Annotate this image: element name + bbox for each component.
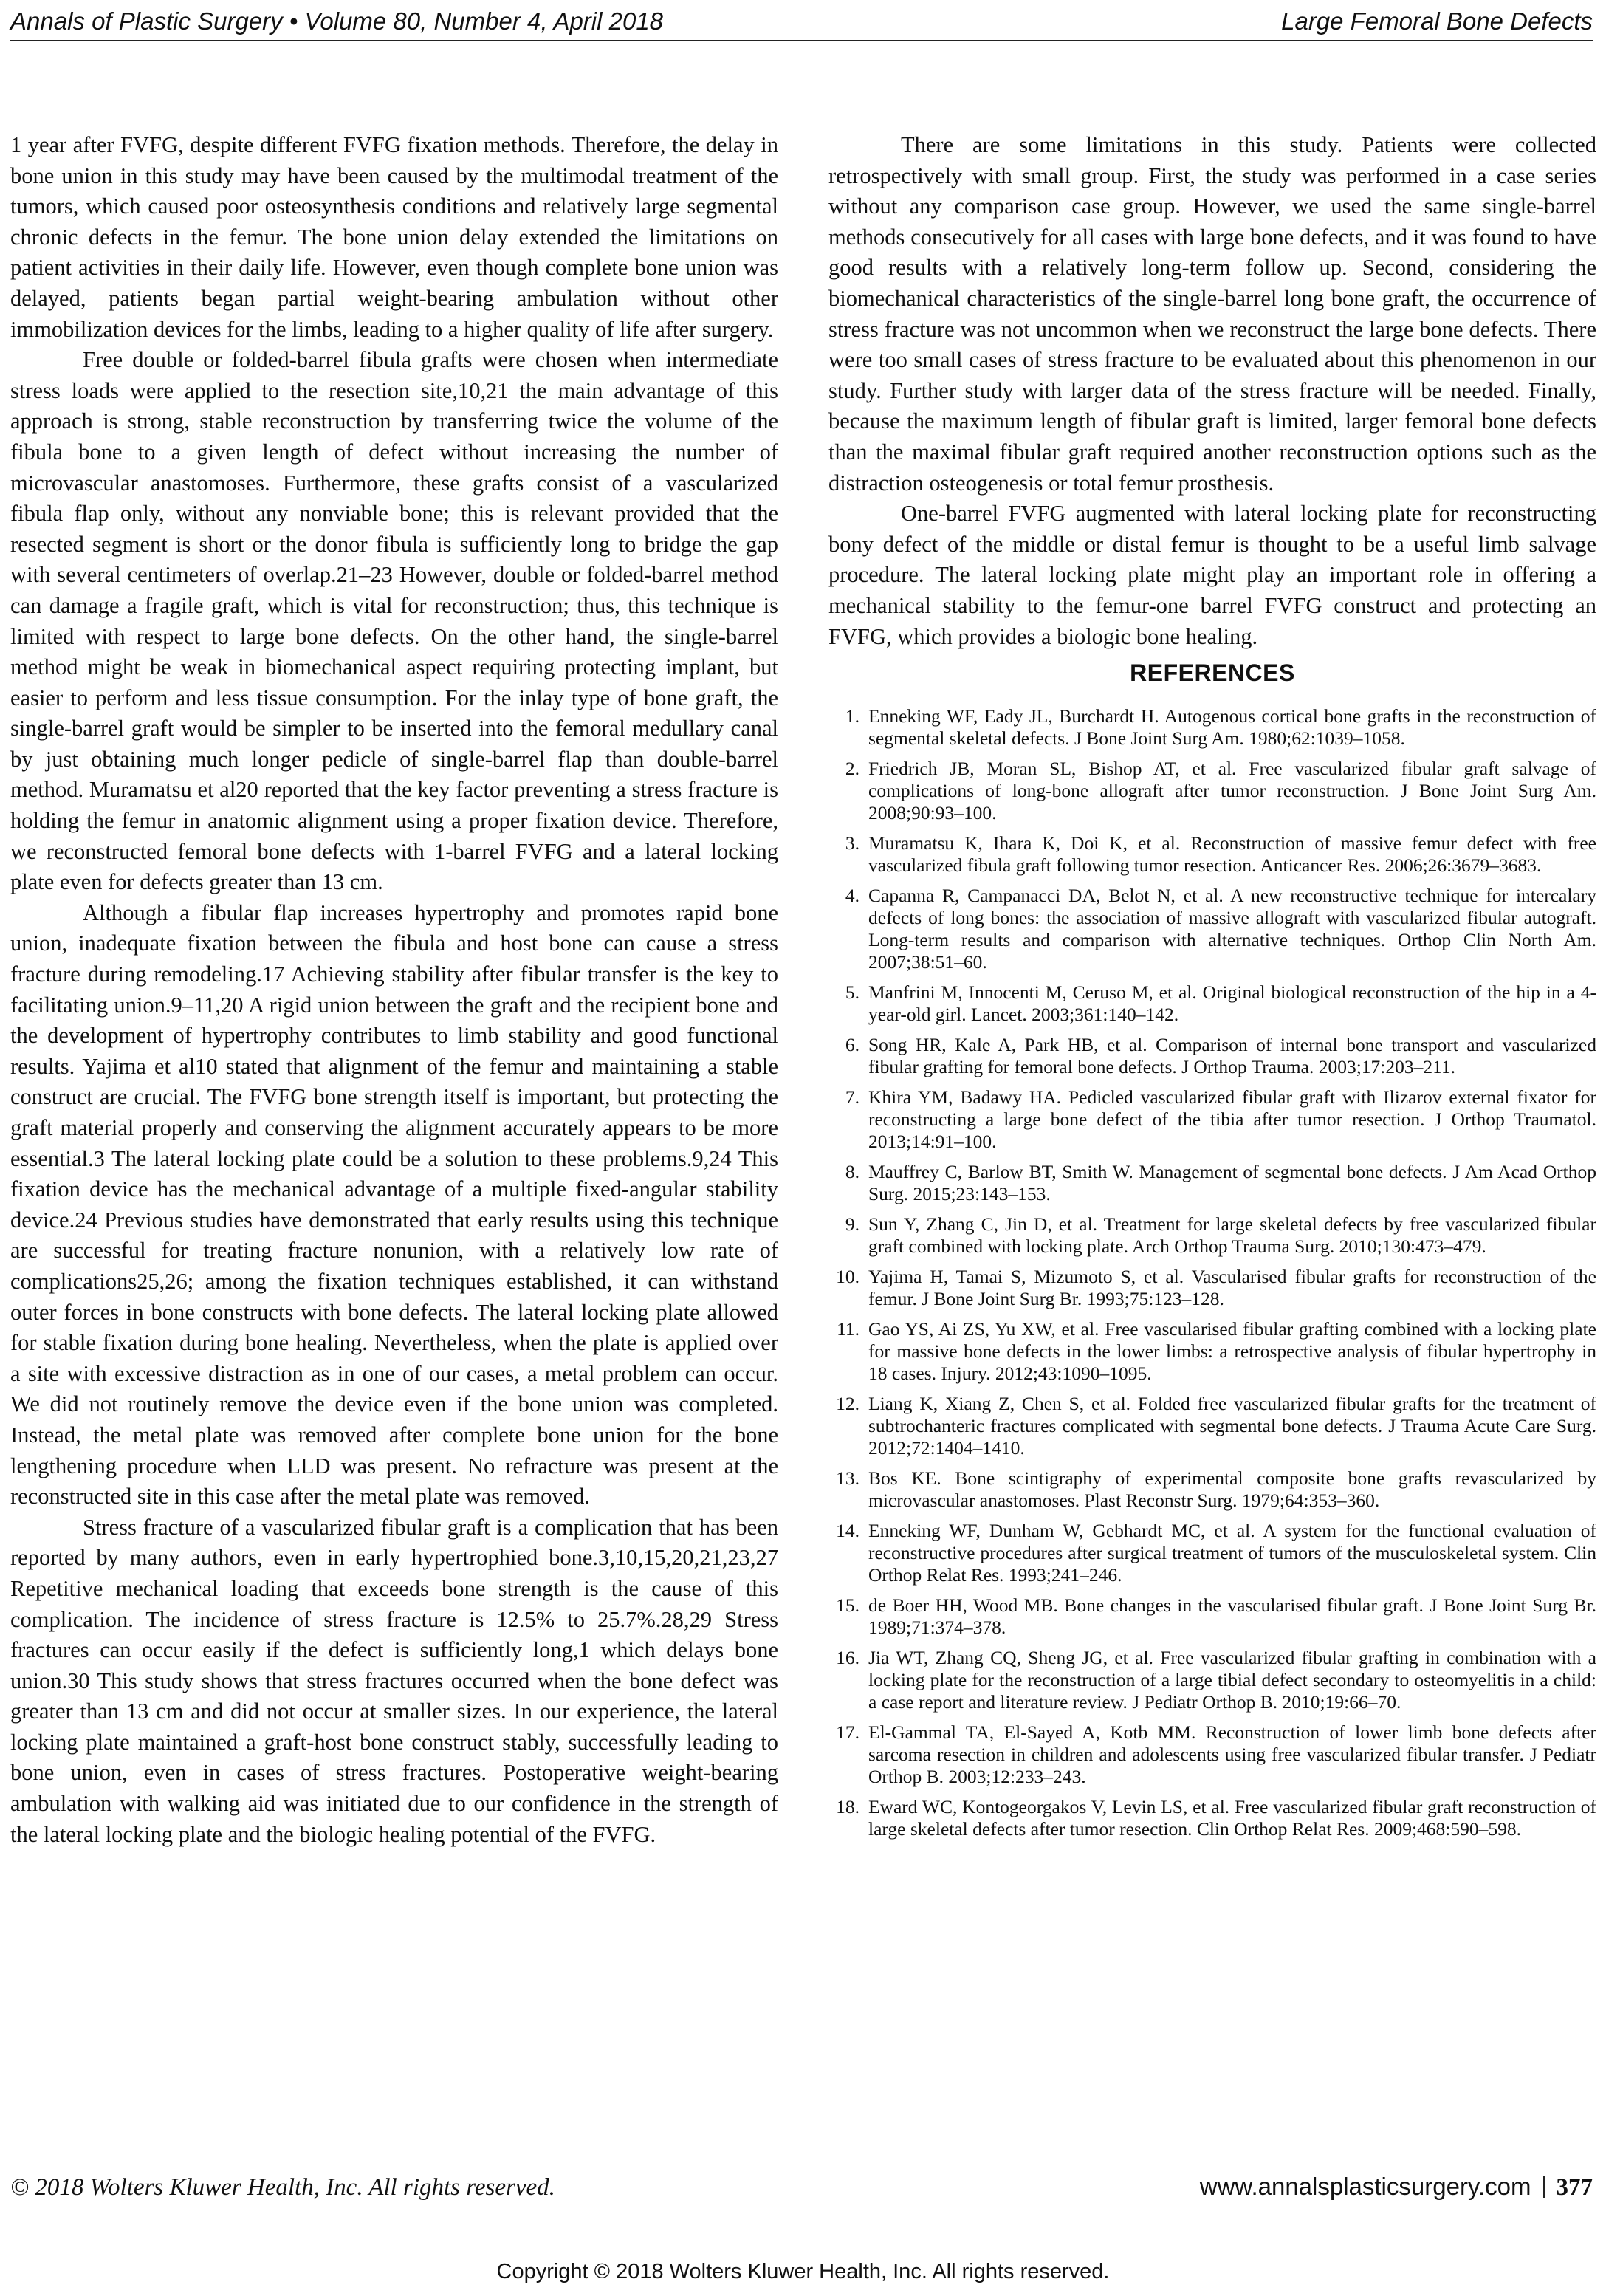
reference-number: 4.: [845, 884, 859, 906]
reference-text: Manfrini M, Innocenti M, Ceruso M, et al. Original biological reconstruction of the hip in a 4-year-old girl. Lancet. 2003;361:140–142.: [868, 981, 1596, 1025]
reference-item: [828, 1520, 1596, 1586]
running-head: [10, 4, 1593, 41]
right-column: [828, 130, 1596, 1848]
paragraph: There are some limitations in this study. Patients were collected retrospectively with small group. First, the study was performed in a case series without any comparison case group. However, we used the same single-barrel methods consecutively for all cases with large bone defects, and it was found to have good results with a relatively long-term follow up. Second, considering the biomechanical characteristics of the single-barrel long bone graft, the occurrence of stress fracture was not uncommon when we reconstruct the large bone defects. There were too small cases of stress fracture to be evaluated about this phenomenon in our study. Further study with larger data of the stress fracture will be needed. Finally, because the maximum length of fibular graft is limited, larger femoral bone defects than the maximal fibular graft required another reconstruction options such as the distraction osteogenesis or total femur prosthesis.: [828, 132, 1596, 496]
reference-item: [828, 1796, 1596, 1840]
reference-item: [828, 1086, 1596, 1153]
paragraph: One-barrel FVFG augmented with lateral locking plate for reconstructing bony defect of the middle or distal femur is thought to be a useful limb salvage procedure. The lateral locking plate might play an important role in offering a mechanical stability to the femur-one barrel FVFG construct and protecting an FVFG, which provides a biologic bone healing.: [828, 501, 1596, 649]
reference-text: Liang K, Xiang Z, Chen S, et al. Folded free vascularized fibular grafts for the treatment of subtrochanteric fractures complicated with segmental bone defects. J Trauma Acute Care Surg. 2012;72:1404–1410.: [868, 1392, 1596, 1459]
reference-number: 2.: [845, 757, 859, 779]
reference-number: 3.: [845, 832, 859, 854]
reference-item: [828, 832, 1596, 877]
reference-number: 10.: [836, 1265, 859, 1287]
reference-text: Yajima H, Tamai S, Mizumoto S, et al. Vascularised fibular grafts for reconstruction of the femur. J Bone Joint Surg Br. 1993;75:123–128.: [868, 1265, 1596, 1309]
reference-number: 15.: [836, 1594, 859, 1616]
reference-item: [828, 1318, 1596, 1385]
reference-number: 8.: [845, 1160, 859, 1182]
reference-number: 13.: [836, 1467, 859, 1489]
reference-number: 12.: [836, 1392, 859, 1414]
footer-copyright: © 2018 Wolters Kluwer Health, Inc. All rights reserved.: [10, 2174, 555, 2201]
reference-number: 1.: [845, 705, 859, 727]
reference-text: Enneking WF, Eady JL, Burchardt H. Autogenous cortical bone grafts in the reconstruction of segmental skeletal defects. J Bone Joint Surg Am. 1980;62:1039–1058.: [868, 705, 1596, 749]
reference-text: Khira YM, Badawy HA. Pedicled vascularized fibular graft with Ilizarov external fixator for reconstructing a large bone defect of the tibia after tumor resection. J Orthop Traumatol. 2013;14:91–100.: [868, 1086, 1596, 1152]
reference-number: 14.: [836, 1519, 859, 1541]
left-column: [10, 130, 778, 1850]
reference-item: [828, 1721, 1596, 1788]
reference-item: [828, 981, 1596, 1026]
reference-text: Song HR, Kale A, Park HB, et al. Comparison of internal bone transport and vascularized fibular grafting for femoral bone defects. J Orthop Trauma. 2003;17:203–211.: [868, 1033, 1596, 1077]
reference-item: [828, 1467, 1596, 1512]
reference-text: Capanna R, Campanacci DA, Belot N, et al. A new reconstructive technique for intercalary defects of long bones: the association of massive allograft with vascularized fibular autograft. Long-term results and comparison with alternative techniques. Orthop Clin North Am. 2007;38:51–60.: [868, 884, 1596, 973]
paragraph: Although a fibular flap increases hypertrophy and promotes rapid bone union, inadequate fixation between the fibula and host bone can cause a stress fracture during remodeling.17 Achieving stability after fibular transfer is the key to facilitating union.9–11,20 A rigid union between the graft and the recipient bone and the development of hypertrophy contributes to limb stability and good functional results. Yajima et al10 stated that alignment of the femur and maintaining a stable construct are crucial. The FVFG bone strength itself is important, but protecting the graft material properly and conserving the alignment accurately appears to be more essential.3 The lateral locking plate could be a solution to these problems.9,24 This fixation device has the mechanical advantage of a multiple fixed-angular stability device.24 Previous studies have demonstrated that early results using this technique are successful for treating fracture nonunion, with a relatively low rate of complications25,26; among the fixation techniques established, it can withstand outer forces in bone constructs with bone defects. The lateral locking plate allowed for stable fixation during bone healing. Nevertheless, when the plate is applied over a site with excessive distraction as in one of our cases, a metal problem can occur. We did not routinely remove the device even if the bone union was completed. Instead, the metal plate was removed after complete bone union for the bone lengthening procedure when LLD was present. No refracture was present at the reconstructed site in this case after the metal plate was removed.: [10, 899, 778, 1509]
article-short-title: Large Femoral Bone Defects: [1281, 7, 1593, 35]
reference-item: [828, 885, 1596, 973]
reference-item: [828, 1161, 1596, 1205]
footer-divider: [1543, 2176, 1545, 2198]
reference-number: 5.: [845, 981, 859, 1003]
reference-text: Friedrich JB, Moran SL, Bishop AT, et al. Free vascularized fibular graft salvage of complications of long-bone allograft after tumor reconstruction. J Bone Joint Surg Am. 2008;90:93–100.: [868, 757, 1596, 823]
reference-item: [828, 1213, 1596, 1258]
reference-text: Gao YS, Ai ZS, Yu XW, et al. Free vascularised fibular grafting combined with a locking plate for massive bone defects in the lower limbs: a retrospective analysis of fibular hypertrophy in 18 cases. Injury. 2012;43:1090–1095.: [868, 1317, 1596, 1384]
paragraph: 1 year after FVFG, despite different FVFG fixation methods. Therefore, the delay in bone union in this study may have been caused by the multimodal treatment of the tumors, which caused poor osteosynthesis conditions and relatively large segmental chronic defects in the femur. The bone union delay extended the limitations on patient activities in their daily life. However, even though complete bone union was delayed, patients began partial weight-bearing ambulation without other immobilization devices for the limbs, leading to a higher quality of life after surgery.: [10, 132, 778, 342]
reference-number: 6.: [845, 1033, 859, 1055]
reference-number: 11.: [837, 1317, 859, 1340]
reference-text: El-Gammal TA, El-Sayed A, Kotb MM. Reconstruction of lower limb bone defects after sarcoma resection in children and adolescents using free vascularized fibular transfer. J Pediatr Orthop B. 2003;12:233–243.: [868, 1721, 1596, 1787]
reference-item: [828, 1594, 1596, 1639]
reference-number: 18.: [836, 1795, 859, 1817]
paragraph: Stress fracture of a vascularized fibular graft is a complication that has been reported by many authors, even in early hypertrophied bone.3,10,15,20,21,23,27 Repetitive mechanical loading that exceeds bone strength is the cause of this complication. The incidence of stress fracture is 12.5% to 25.7%.28,29 Stress fractures can occur easily if the defect is sufficiently long,1 which delays bone union.30 This study shows that stress fractures occurred when the bone defect was greater than 13 cm and did not occur at smaller sizes. In our experience, the lateral locking plate maintained a graft-host bone construct stably, successfully leading to bone union, even in cases of stress fractures. Postoperative weight-bearing ambulation with walking aid was initiated due to our confidence in the strength of the lateral locking plate and the biologic healing potential of the FVFG.: [10, 1514, 778, 1847]
reference-text: Muramatsu K, Ihara K, Doi K, et al. Reconstruction of massive femur defect with free vascularized fibula graft following tumor resection. Anticancer Res. 2006;26:3679–3683.: [868, 832, 1596, 876]
reference-text: Bos KE. Bone scintigraphy of experimental composite bone grafts revascularized by microvascular anastomoses. Plast Reconstr Surg. 1979;64:353–360.: [868, 1467, 1596, 1511]
reference-number: 7.: [845, 1086, 859, 1108]
copyright-bar: Copyright © 2018 Wolters Kluwer Health, Inc. All rights reserved.: [496, 2260, 1110, 2283]
paragraph: Free double or folded-barrel fibula grafts were chosen when intermediate stress loads were applied to the resection site,10,21 the main advantage of this approach is strong, stable reconstruction by transferring twice the volume of the fibula bone to a given length of defect without increasing the number of microvascular anastomoses. Furthermore, these grafts consist of a vascularized fibula flap only, without any nonviable bone; this is relevant provided that the resected segment is short or the donor fibula is sufficiently long to bridge the gap with several centimeters of overlap.21–23 However, double or folded-barrel method can damage a fragile graft, which is vital for reconstruction; thus, this technique is limited with respect to large bone defects. On the other hand, the single-barrel method might be weak in biomechanical aspect requiring protecting implant, but easier to perform and less tissue consumption. For the inlay type of bone graft, the single-barrel graft would be simpler to be inserted into the femoral medullary canal by just obtaining much longer pedicle of single-barrel flap than double-barrel method. Muramatsu et al20 reported that the key factor preventing a stress fracture is holding the femur in anatomic alignment using a proper fixation device. Therefore, we reconstructed femoral bone defects with 1-barrel FVFG and a lateral locking plate even for defects greater than 13 cm.: [10, 347, 778, 895]
reference-item: [828, 1266, 1596, 1310]
references-heading: REFERENCES: [1130, 659, 1295, 687]
reference-text: Sun Y, Zhang C, Jin D, et al. Treatment for large skeletal defects by free vascularized fibular graft combined with locking plate. Arch Orthop Trauma Surg. 2010;130:473–479.: [868, 1213, 1596, 1257]
reference-item: [828, 758, 1596, 824]
reference-list: [828, 705, 1596, 1840]
footer-right: [1200, 2173, 1593, 2201]
reference-number: 9.: [845, 1213, 859, 1235]
journal-url-link[interactable]: www.annalsplasticsurgery.com: [1199, 2173, 1531, 2200]
reference-text: Mauffrey C, Barlow BT, Smith W. Management of segmental bone defects. J Am Acad Orthop Surg. 2015;23:143–153.: [868, 1160, 1596, 1204]
reference-item: [828, 1393, 1596, 1459]
reference-text: Enneking WF, Dunham W, Gebhardt MC, et al. A system for the functional evaluation of reconstructive procedures after surgical treatment of tumors of the musculoskeletal system. Clin Orthop Relat Res. 1993;241–246.: [868, 1519, 1596, 1586]
reference-number: 16.: [836, 1646, 859, 1668]
reference-text: Eward WC, Kontogeorgakos V, Levin LS, et al. Free vascularized fibular graft reconstruction of large skeletal defects after tumor resection. Clin Orthop Relat Res. 2009;468:590–598.: [868, 1795, 1596, 1840]
reference-number: 17.: [836, 1721, 859, 1743]
page-number: 377: [1556, 2174, 1593, 2201]
reference-item: [828, 1034, 1596, 1078]
reference-text: de Boer HH, Wood MB. Bone changes in the vascularised fibular graft. J Bone Joint Surg Br. 1989;71:374–378.: [868, 1594, 1596, 1638]
reference-text: Jia WT, Zhang CQ, Sheng JG, et al. Free vascularized fibular grafting in combination with a locking plate for the reconstruction of a large tibial defect secondary to osteomyelitis in a child: a case report and literature review. J Pediatr Orthop B. 2010;19:66–70.: [868, 1646, 1596, 1713]
reference-item: [828, 1647, 1596, 1713]
journal-citation: Annals of Plastic Surgery • Volume 80, Number 4, April 2018: [10, 7, 664, 35]
reference-item: [828, 705, 1596, 750]
